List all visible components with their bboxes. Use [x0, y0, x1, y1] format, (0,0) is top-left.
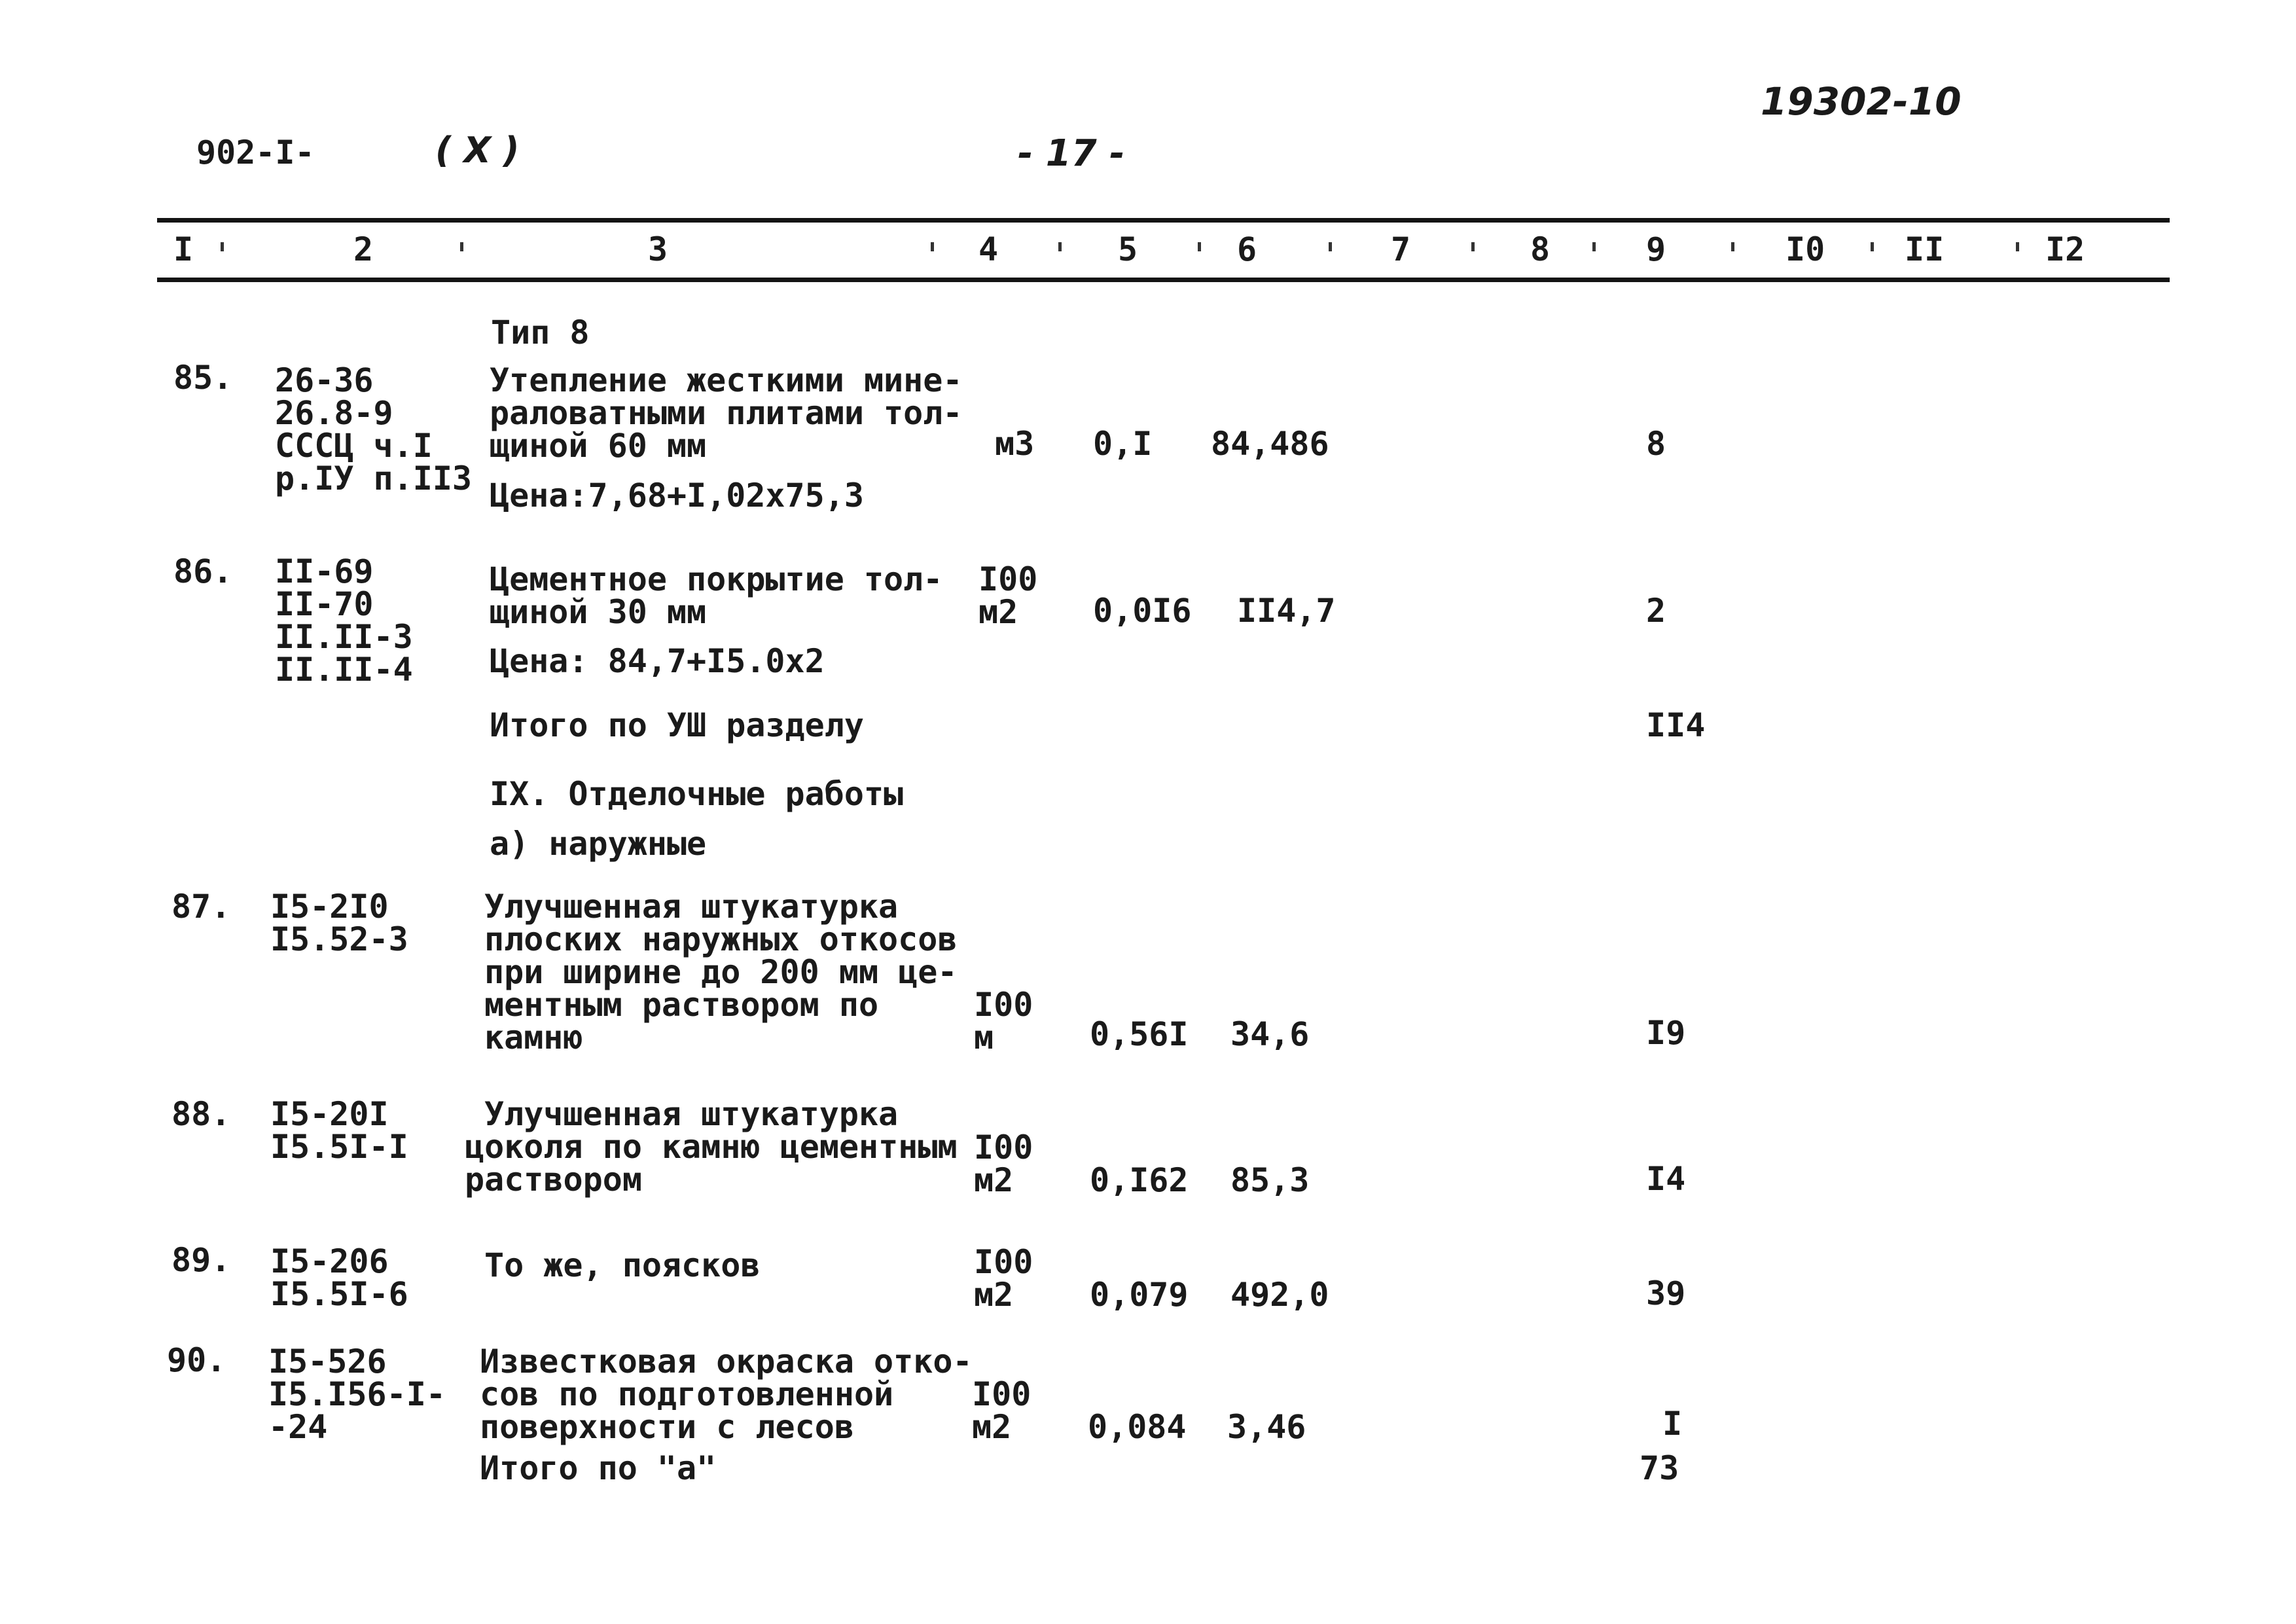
- row-description: [480, 1343, 973, 1446]
- row-quantity: 0,084: [1088, 1408, 1187, 1446]
- page-number: - 17 -: [1018, 132, 1125, 175]
- row-number: 88.: [171, 1095, 231, 1133]
- column-header: I: [173, 230, 194, 268]
- row-description: То же, поясков: [484, 1246, 761, 1284]
- sheet-code: 19302-10: [1761, 79, 1962, 124]
- unit-line: I00: [972, 1375, 1031, 1413]
- row-unit: м3: [995, 425, 1035, 463]
- row-quantity: 0,I: [1093, 425, 1153, 463]
- description-line: Цементное покрытие тол-: [490, 560, 943, 598]
- header-rule-bottom: [157, 278, 2170, 282]
- section-total-value: II4: [1646, 706, 1706, 744]
- row-price: Цена: 84,7+I5.0х2: [490, 642, 825, 680]
- unit-line: м: [974, 1019, 994, 1056]
- description-line: плоских наружных откосов: [484, 920, 958, 958]
- unit-line: I00: [978, 560, 1038, 598]
- row-description: [484, 890, 957, 1054]
- column-separator: [1731, 242, 1734, 251]
- code-line: II.II-4: [275, 651, 413, 689]
- subsection-heading: а) наружные: [490, 825, 707, 863]
- row-quantity: 0,079: [1090, 1276, 1189, 1314]
- row-cost: 3,46: [1227, 1408, 1306, 1446]
- subtotal-value: 73: [1640, 1449, 1679, 1487]
- code-line: II.II-3: [275, 618, 413, 656]
- row-total: I: [1662, 1405, 1683, 1443]
- column-separator: [1871, 242, 1874, 251]
- code-line: I5-20I: [270, 1095, 389, 1133]
- column-separator: [2016, 242, 2019, 251]
- column-header: I2: [2045, 230, 2085, 268]
- column-separator: [1471, 242, 1475, 251]
- column-separator: [1198, 242, 1201, 251]
- code-line: 26-36: [275, 361, 374, 399]
- row-description: [490, 560, 943, 631]
- row-unit: [974, 1243, 1033, 1314]
- code-line: I5-526: [268, 1343, 387, 1380]
- description-line: при ширине до 200 мм це-: [484, 953, 958, 991]
- code-line: р.IУ п.II3: [275, 460, 473, 497]
- unit-line: м2: [978, 593, 1018, 631]
- row-total: I4: [1646, 1160, 1686, 1198]
- unit-line: I00: [974, 1128, 1033, 1166]
- row-unit: [978, 560, 1038, 631]
- description-line: камню: [484, 1019, 583, 1056]
- section-heading: IX. Отделочные работы: [490, 775, 904, 813]
- code-line: I5-2I0: [270, 888, 389, 926]
- code-line: СССЦ ч.I: [275, 427, 433, 465]
- description-line: щиной 60 мм: [490, 427, 707, 465]
- row-unit: [972, 1375, 1031, 1446]
- unit-line: I00: [974, 986, 1033, 1024]
- column-header: 6: [1237, 230, 1257, 268]
- row-total: 8: [1646, 425, 1666, 463]
- row-cost: II4,7: [1237, 592, 1336, 630]
- row-cost: 492,0: [1230, 1276, 1329, 1314]
- row-total: I9: [1646, 1014, 1686, 1052]
- row-number: 85.: [173, 359, 233, 397]
- row-number: 89.: [171, 1241, 231, 1279]
- row-total: 2: [1646, 592, 1666, 630]
- row-quantity: 0,I62: [1090, 1161, 1189, 1199]
- row-quantity: 0,0I6: [1093, 592, 1192, 630]
- row-number: 90.: [167, 1341, 226, 1379]
- column-header: I0: [1785, 230, 1825, 268]
- code-line: I5.52-3: [270, 920, 408, 958]
- description-line: цоколя по камню цементным: [465, 1128, 958, 1166]
- row-codes: [270, 1095, 408, 1166]
- row-cost: 84,486: [1211, 425, 1329, 463]
- code-line: 26.8-9: [275, 394, 393, 432]
- description-line: Улучшенная штукатурка: [484, 888, 899, 926]
- column-header: 8: [1530, 230, 1551, 268]
- code-line: -24: [268, 1408, 328, 1446]
- code-line: II-69: [275, 552, 374, 590]
- column-separator: [1329, 242, 1332, 251]
- unit-line: м2: [974, 1276, 1014, 1314]
- column-separator: [460, 242, 463, 251]
- row-number: 87.: [171, 888, 231, 926]
- description-line: Утепление жесткими мине-: [490, 361, 963, 399]
- variant-mark: ( X ): [435, 130, 520, 171]
- column-header: 7: [1391, 230, 1411, 268]
- type-heading: Тип 8: [491, 314, 590, 352]
- row-codes: [268, 1343, 446, 1446]
- row-codes: [270, 890, 408, 956]
- header-rule-top: [157, 218, 2170, 223]
- row-codes: [275, 552, 413, 689]
- row-description: [490, 361, 963, 465]
- unit-line: I00: [974, 1243, 1033, 1281]
- description-line: Улучшенная штукатурка: [484, 1095, 899, 1133]
- code-line: I5-206: [270, 1242, 389, 1280]
- column-header: 2: [353, 230, 374, 268]
- row-unit: [974, 988, 1033, 1054]
- column-header: 9: [1646, 230, 1666, 268]
- unit-line: м2: [972, 1408, 1012, 1446]
- description-line: Известковая окраска отко-: [480, 1343, 973, 1380]
- description-line: поверхности с лесов: [480, 1408, 854, 1446]
- description-line: ментным раствором по: [484, 986, 879, 1024]
- description-line: раствором: [465, 1161, 642, 1199]
- code-line: I5.5I-I: [270, 1128, 408, 1166]
- column-separator: [1592, 242, 1596, 251]
- row-total: 39: [1646, 1274, 1686, 1312]
- code-line: I5.I56-I-: [268, 1375, 446, 1413]
- column-header: 5: [1118, 230, 1138, 268]
- doc-series: 902-I-: [196, 134, 315, 171]
- column-header: 4: [978, 230, 999, 268]
- subtotal-label: Итого по "а": [480, 1449, 717, 1487]
- column-header: II: [1905, 230, 1945, 268]
- row-number: 86.: [173, 552, 233, 590]
- row-cost: 34,6: [1230, 1015, 1310, 1053]
- column-separator: [931, 242, 934, 251]
- description-line: сов по подготовленной: [480, 1375, 894, 1413]
- row-quantity: 0,56I: [1090, 1015, 1189, 1053]
- section-total-label: Итого по УШ разделу: [490, 706, 864, 744]
- row-codes: [270, 1242, 408, 1313]
- row-codes: [275, 361, 473, 497]
- row-cost: 85,3: [1230, 1161, 1310, 1199]
- description-line: щиной 30 мм: [490, 593, 707, 631]
- column-header: 3: [648, 230, 668, 268]
- unit-line: м2: [974, 1161, 1014, 1199]
- column-separator: [221, 242, 224, 251]
- code-line: I5.5I-6: [270, 1275, 408, 1313]
- row-unit: [974, 1128, 1033, 1199]
- description-line: раловатными плитами тол-: [490, 394, 963, 432]
- row-description: [465, 1095, 958, 1199]
- code-line: II-70: [275, 585, 374, 623]
- column-separator: [1058, 242, 1062, 251]
- row-price: Цена:7,68+I,02х75,3: [490, 477, 864, 514]
